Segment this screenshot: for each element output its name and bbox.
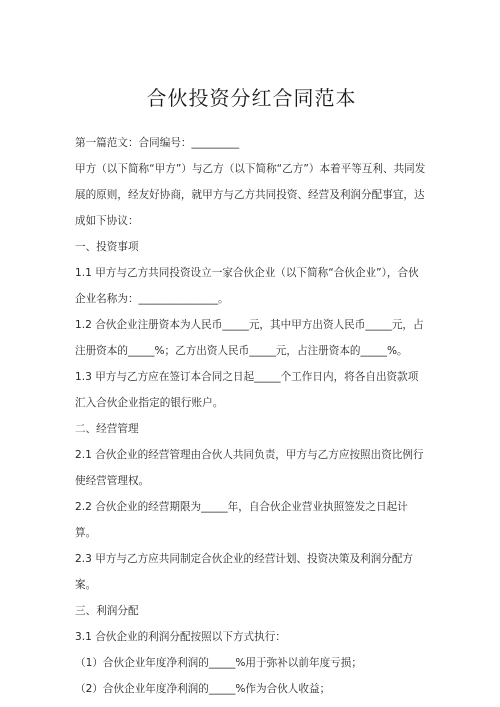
section-heading-management: 二、经营管理 bbox=[75, 423, 139, 435]
contract-number-line: 第一篇范文：合同编号：_________ bbox=[75, 137, 240, 149]
clause-3-1: 3.1 合伙企业的利润分配按照以下方式执行： bbox=[75, 631, 286, 643]
document-body bbox=[75, 130, 428, 702]
section-heading-profit: 三、利润分配 bbox=[75, 605, 139, 617]
clause-1-2: 1.2 合伙企业注册资本为人民币_____元，其中甲方出资人民币_____元，占注册资本的_____%；乙方出资人民币_____元，占注册资本的_____%。 bbox=[75, 319, 424, 357]
clause-3-1-item-1: （1）合伙企业年度净利润的_____%用于弥补以前年度亏损； bbox=[75, 657, 362, 669]
clause-1-1: 1.1 甲方与乙方共同投资设立一家合伙企业（以下简称“合伙企业”），合伙企业名称为：_______________。 bbox=[75, 267, 419, 305]
clause-2-2: 2.2 合伙企业的经营期限为_____年，自合伙企业营业执照签发之日起计算。 bbox=[75, 501, 408, 539]
section-heading-investment: 一、投资事项 bbox=[75, 241, 139, 253]
clause-3-1-item-2: （2）合伙企业年度净利润的_____%作为合伙人收益； bbox=[75, 683, 331, 695]
preamble-paragraph: 甲方（以下简称“甲方”）与乙方（以下简称“乙方”）本着平等互利、共同发展的原则，经友好协商，就甲方与乙方共同投资、经营及利润分配事宜，达成如下协议： bbox=[75, 163, 426, 227]
clause-2-3: 2.3 甲方与乙方应共同制定合伙企业的经营计划、投资决策及利润分配方案。 bbox=[75, 553, 414, 591]
document-title: 合伙投资分红合同范本 bbox=[146, 86, 357, 110]
clause-2-1: 2.1 合伙企业的经营管理由合伙人共同负责，甲方与乙方应按照出资比例行使经营管理权。 bbox=[75, 449, 424, 487]
clause-1-3: 1.3 甲方与乙方应在签订本合同之日起_____个工作日内，将各自出资款项汇入合伙企业指定的银行账户。 bbox=[75, 371, 419, 409]
